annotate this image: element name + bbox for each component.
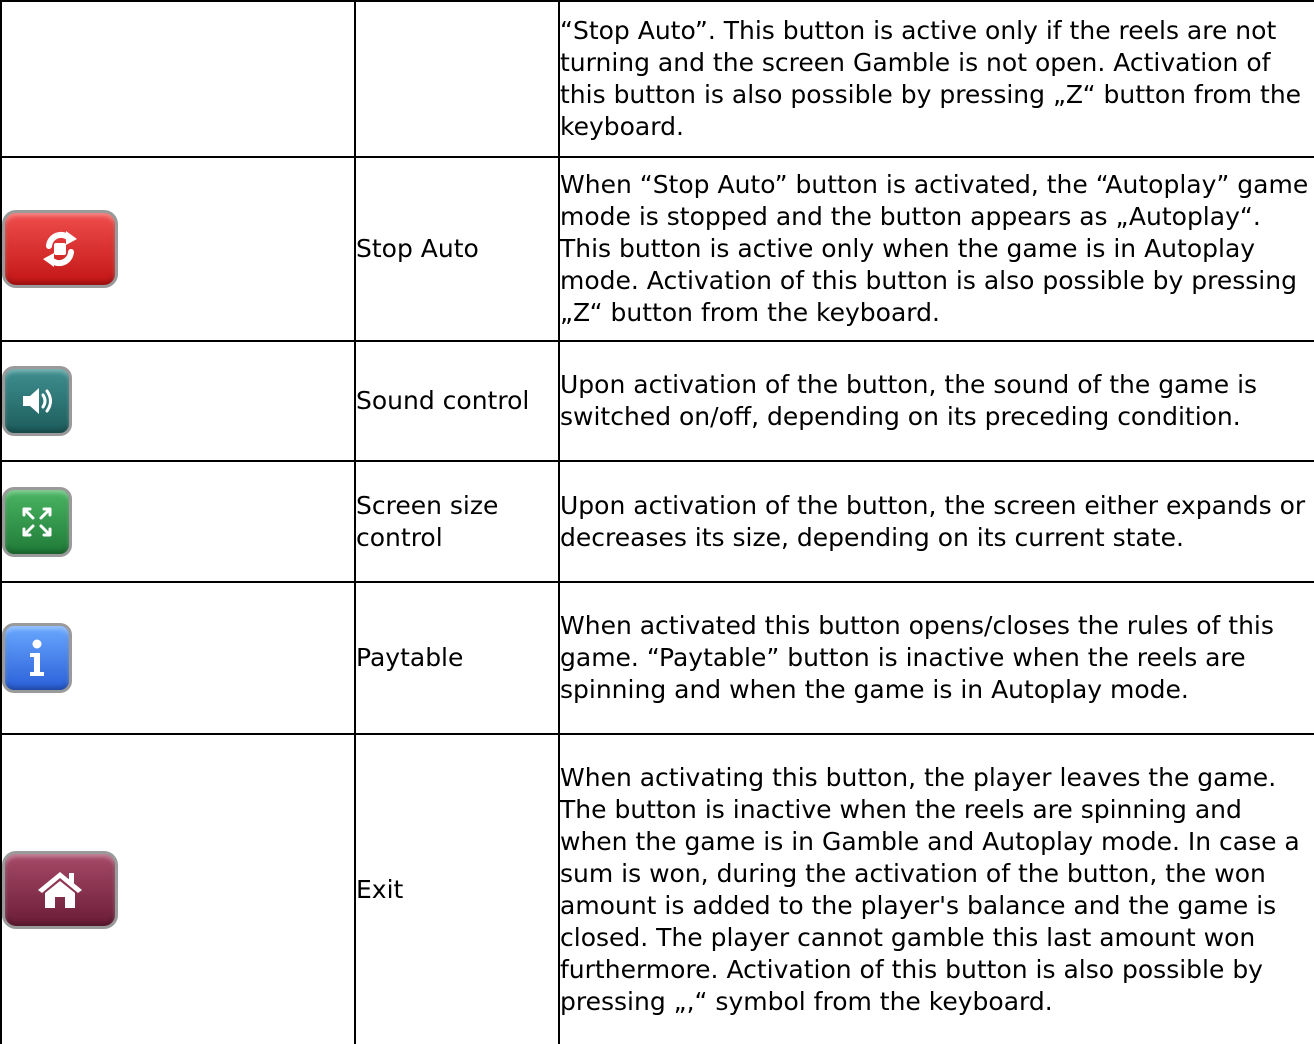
button-name: Paytable — [355, 582, 559, 734]
table-row — [1, 341, 1314, 461]
info-icon — [17, 636, 57, 680]
button-description: Upon activation of the button, the sound of the game is switched on/off, depending on its preceding condition. — [559, 341, 1314, 461]
sound-icon — [17, 381, 57, 421]
icon-cell — [1, 461, 355, 582]
button-description: Upon activation of the button, the screen either expands or decreases its size, depending on its current state. — [559, 461, 1314, 582]
icon-cell-empty — [1, 1, 355, 157]
stop-auto-button-image — [2, 210, 118, 288]
icon-cell — [1, 157, 355, 341]
stop-auto-icon — [37, 226, 83, 272]
button-description: When activated this button opens/closes the rules of this game. “Paytable” button is inactive when the reels are spinning and when the game is in Autoplay mode. — [559, 582, 1314, 734]
button-name: Sound control — [355, 341, 559, 461]
exit-button-image — [2, 851, 118, 929]
button-description: When “Stop Auto” button is activated, the “Autoplay” game mode is stopped and the button appears as „Autoplay“. This button is active only when the game is in Autoplay mode. Activation of this button is also possible by pressing „Z“ button from the keyboard. — [559, 157, 1314, 341]
table-row — [1, 734, 1314, 1044]
icon-cell — [1, 734, 355, 1044]
button-name: Exit — [355, 734, 559, 1044]
table-row — [1, 1, 1314, 157]
home-icon — [35, 868, 85, 912]
button-description: “Stop Auto”. This button is active only if the reels are not turning and the screen Gamble is not open. Activation of this button is also possible by pressing „Z“ button from the keyboard. — [559, 1, 1314, 157]
button-name — [355, 1, 559, 157]
icon-cell — [1, 341, 355, 461]
fullscreen-icon — [17, 502, 57, 542]
button-name: Screen size control — [355, 461, 559, 582]
table-row — [1, 461, 1314, 582]
screen-size-button-image — [2, 487, 72, 557]
paytable-button-image — [2, 623, 72, 693]
button-description: When activating this button, the player leaves the game. The button is inactive when the reels are spinning and when the game is in Gamble and Autoplay mode. In case a sum is won, during the activation of the button, the won amount is added to the player's balance and the game is closed. The player cannot gamble this last amount won furthermore. Activation of this button is also possible by pressing „,“ symbol from the keyboard. — [559, 734, 1314, 1044]
table-row — [1, 157, 1314, 341]
icon-cell — [1, 582, 355, 734]
sound-button-image — [2, 366, 72, 436]
table-row — [1, 582, 1314, 734]
button-name: Stop Auto — [355, 157, 559, 341]
